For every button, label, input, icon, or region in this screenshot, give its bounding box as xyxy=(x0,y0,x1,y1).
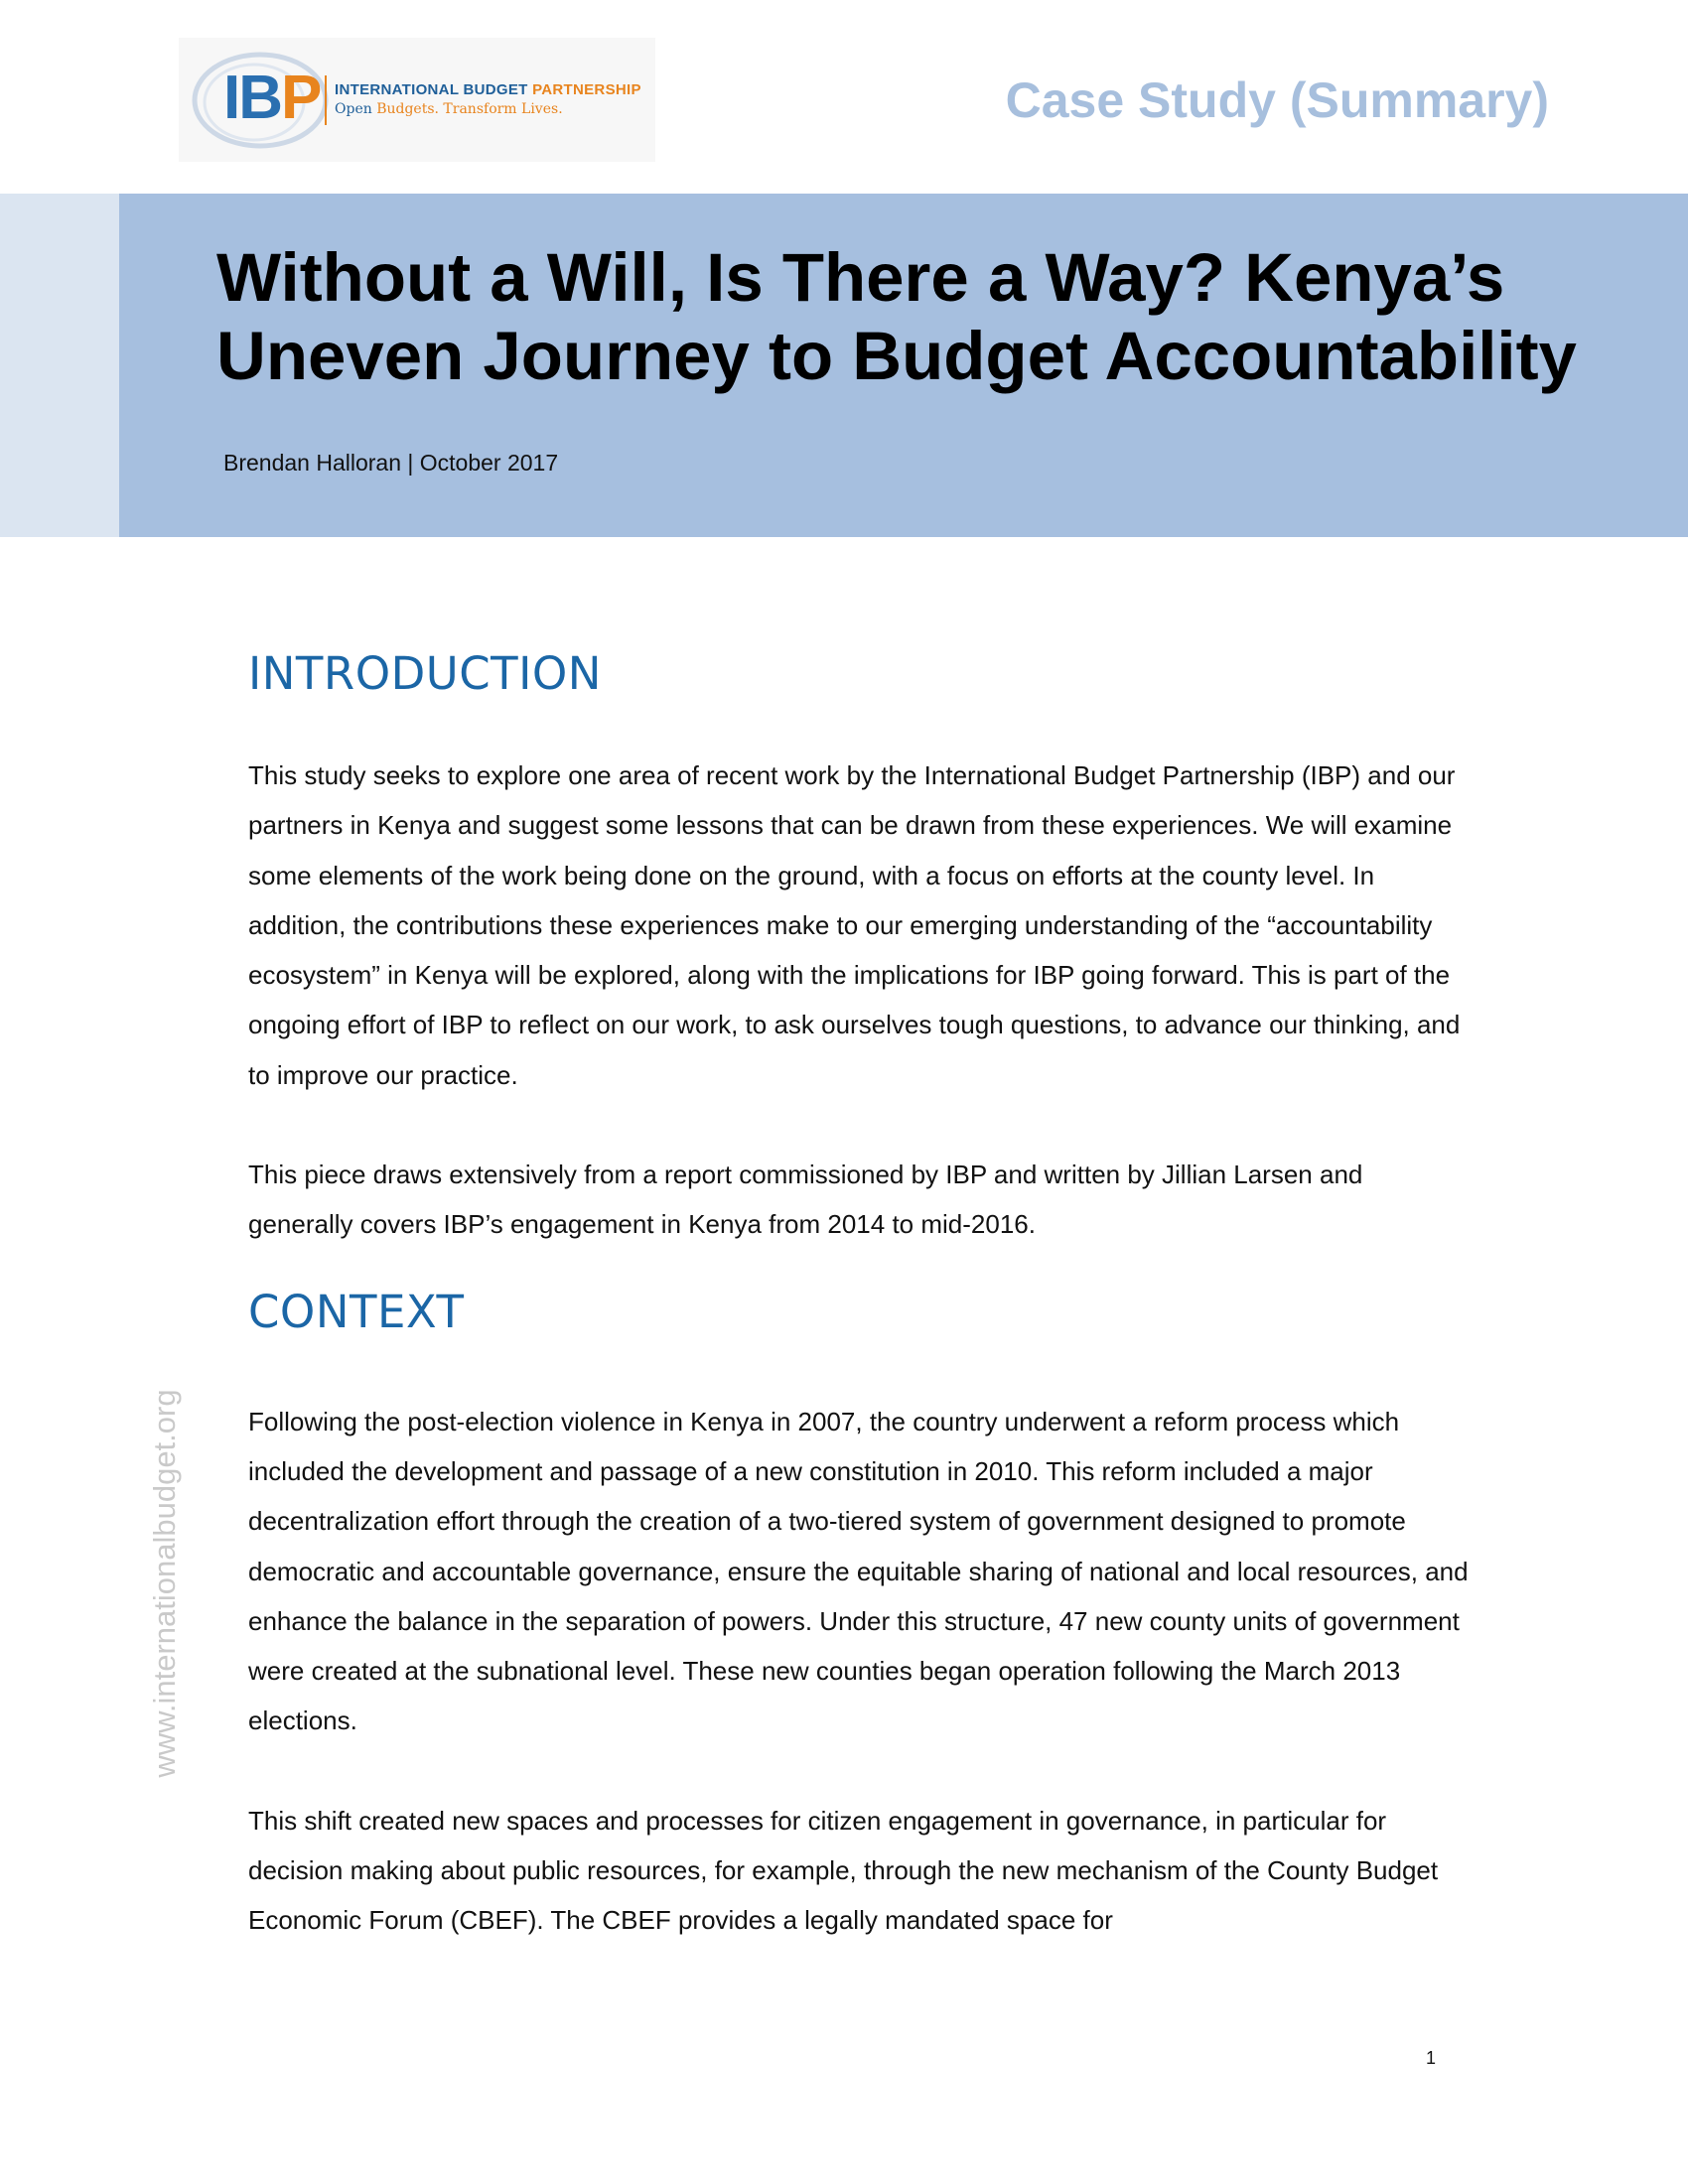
paragraph: This shift created new spaces and processes for citizen engagement in governance, in particular for decision making about public resources, for example, through the new mechanism of the County Budget Economic Forum (CBEF). The CBEF provides a legally mandated space for xyxy=(248,1805,1439,1936)
paragraph: This piece draws extensively from a report commissioned by IBP and written by Jillian Larsen and generally covers IBP’s engagement in Kenya from 2014 to mid-2016. xyxy=(248,1160,1363,1240)
page-number: 1 xyxy=(1426,2048,1437,2068)
document-type-label: Case Study (Summary) xyxy=(1005,72,1549,128)
logo-divider xyxy=(325,75,327,125)
logo-org-name: INTERNATIONAL BUDGET PARTNERSHIP xyxy=(335,81,641,98)
banner-side-strip xyxy=(0,194,119,537)
section-heading-introduction: INTRODUCTION xyxy=(248,647,602,700)
paragraph: This study seeks to explore one area of recent work by the International Budget Partnership (IBP) and our partners in Kenya and suggest some lessons that can be drawn from these experiences. We will examine some elements of the work being done on the ground, with a focus on efforts at the county level. In addition, the contributions these experiences make to our emerging understanding of the “accountability ecosystem” in Kenya will be explored, along with the implications for IBP going forward. This is part of the ongoing effort of IBP to reflect on our work, to ask ourselves tough questions, to advance our thinking, and to improve our practice. xyxy=(248,760,1461,1090)
logo-tagline: Open Budgets. Transform Lives. xyxy=(335,101,563,117)
document-title: Without a Will, Is There a Way? Kenya’s Uneven Journey to Budget Accountability xyxy=(216,239,1577,394)
paragraph: Following the post-election violence in Kenya in 2007, the country underwent a reform process which included the development and passage of a new constitution in 2010. This reform included a major decentralization effort through the creation of a two-tiered system of government designed to promote democratic and accountable governance, ensure the equitable sharing of national and local resources, and enhance the balance in the separation of powers. Under this structure, 47 new county units of government were created at the subnational level. These new counties began operation following the March 2013 elections. xyxy=(248,1406,1469,1736)
section-heading-context: CONTEXT xyxy=(248,1285,465,1338)
logo-letters: IBP xyxy=(223,64,321,132)
main-content xyxy=(248,635,1470,1946)
byline: Brendan Halloran | October 2017 xyxy=(223,450,559,476)
